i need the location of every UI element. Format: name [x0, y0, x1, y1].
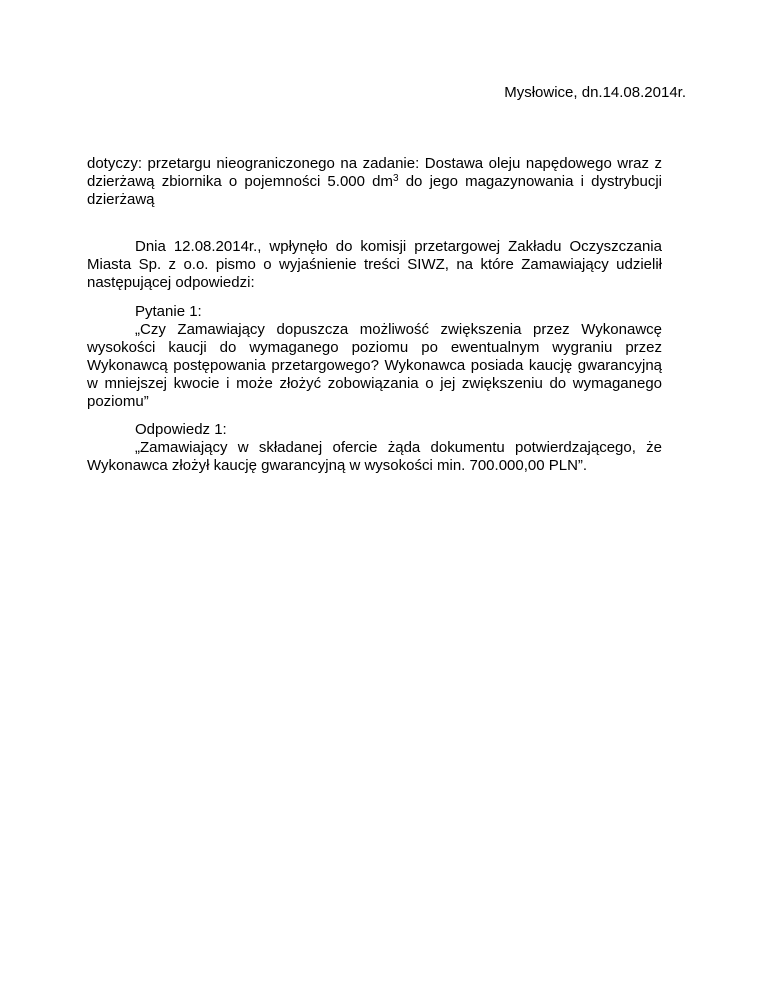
subject-text: dotyczy: przetargu nieograniczonego na zadanie: Dostawa oleju napędowego wraz z dzierżawą zbiornika o pojemności 5.000 dm	[87, 155, 662, 190]
subject-paragraph	[87, 155, 662, 209]
question-label: Pytanie 1:	[135, 303, 202, 320]
subject-text-continued: do jego magazynowania i dystrybucji dzierżawą	[87, 173, 663, 208]
question-text: „Czy Zamawiający dopuszcza możliwość zwiększenia przez Wykonawcę wysokości kaucji do wymaganego poziomu po ewentualnym wygraniu przez Wykonawcą postępowania przetargowego? Wykonawca posiada kaucję gwarancyjną w mniejszej kwocie i może złożyć zobowiązania o jej zwiększeniu do wymaganego poziomu”	[87, 321, 662, 410]
answer-label: Odpowiedz 1:	[135, 421, 227, 438]
unit-exponent: 3	[392, 173, 399, 184]
intro-paragraph: Dnia 12.08.2014r., wpłynęło do komisji przetargowej Zakładu Oczyszczania Miasta Sp. z o.o. pismo o wyjaśnienie treści SIWZ, na które Zamawiający udzielił następującej odpowiedzi:	[87, 238, 662, 291]
answer-text: „Zamawiający w składanej ofercie żąda dokumentu potwierdzającego, że Wykonawca złożył kaucję gwarancyjną w wysokości min. 700.000,00 PLN”.	[87, 439, 662, 474]
place-date: Mysłowice, dn.14.08.2014r.	[504, 84, 686, 101]
